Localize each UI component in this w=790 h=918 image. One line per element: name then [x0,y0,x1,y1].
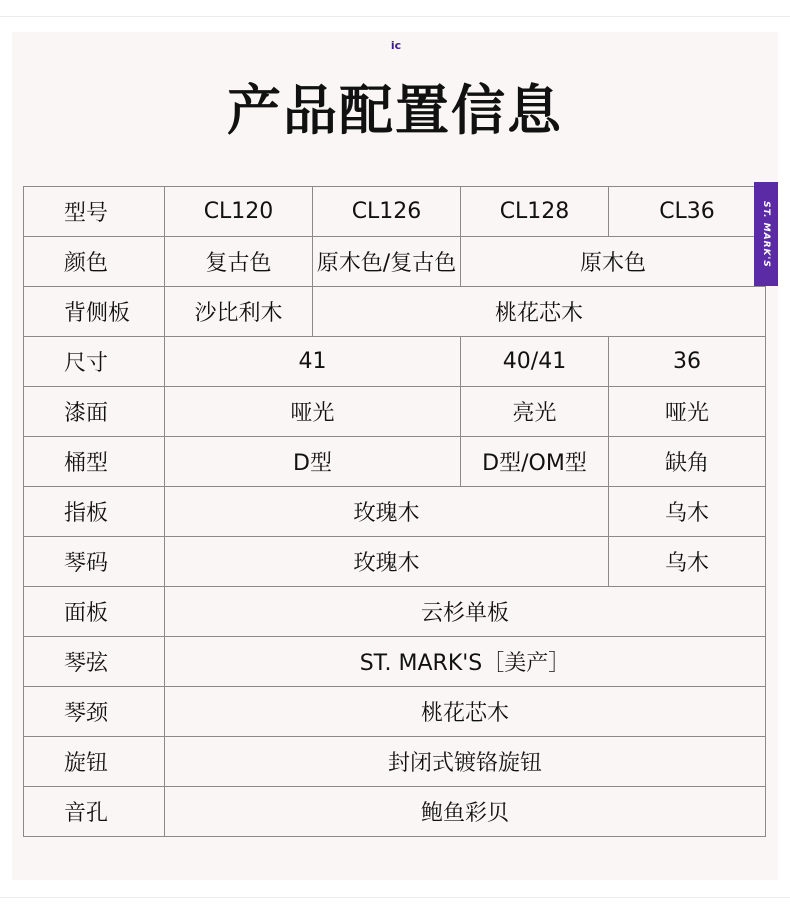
spec-value: CL126 [313,187,461,237]
spec-value: 云杉单板 [165,587,766,637]
spec-label: 颜色 [24,237,165,287]
spec-row [24,787,766,837]
spec-value: ST. MARK'S［美产］ [165,637,766,687]
spec-value: 原木色 [461,237,766,287]
spec-row [24,287,766,337]
spec-value: D型/OM型 [461,437,609,487]
spec-label: 音孔 [24,787,165,837]
spec-row [24,337,766,387]
spec-value: 哑光 [609,387,766,437]
spec-label: 指板 [24,487,165,537]
spec-value: 哑光 [165,387,461,437]
brand-logo: ic [390,39,402,52]
spec-row [24,537,766,587]
spec-row [24,187,766,237]
spec-value: 玫瑰木 [165,487,609,537]
spec-table-body [24,187,766,837]
spec-value: CL36 [609,187,766,237]
spec-label: 琴弦 [24,637,165,687]
spec-value: 亮光 [461,387,609,437]
spec-value: CL120 [165,187,313,237]
spec-value: 乌木 [609,487,766,537]
spec-value: 沙比利木 [165,287,313,337]
spec-table [23,186,766,837]
spec-label: 面板 [24,587,165,637]
spec-value: 40/41 [461,337,609,387]
spec-value: 桃花芯木 [165,687,766,737]
spec-label: 尺寸 [24,337,165,387]
spec-value: 乌木 [609,537,766,587]
spec-label: 背侧板 [24,287,165,337]
spec-value: 复古色 [165,237,313,287]
top-divider [0,16,790,17]
spec-row [24,687,766,737]
spec-value: 36 [609,337,766,387]
spec-label: 型号 [24,187,165,237]
spec-row [24,487,766,537]
brand-side-tag: ST. MARK'S [754,182,778,286]
spec-row [24,387,766,437]
spec-label: 琴颈 [24,687,165,737]
bottom-divider [0,897,790,898]
spec-row [24,637,766,687]
spec-label: 桶型 [24,437,165,487]
spec-value: CL128 [461,187,609,237]
spec-value: 41 [165,337,461,387]
spec-row [24,237,766,287]
spec-row [24,587,766,637]
page-title: 产品配置信息 [227,79,563,142]
spec-value: D型 [165,437,461,487]
spec-value: 缺角 [609,437,766,487]
spec-label: 琴码 [24,537,165,587]
spec-value: 桃花芯木 [313,287,766,337]
spec-row [24,437,766,487]
spec-label: 旋钮 [24,737,165,787]
spec-value: 玫瑰木 [165,537,609,587]
spec-row [24,737,766,787]
spec-value: 鲍鱼彩贝 [165,787,766,837]
spec-label: 漆面 [24,387,165,437]
spec-value: 原木色/复古色 [313,237,461,287]
spec-value: 封闭式镀铬旋钮 [165,737,766,787]
